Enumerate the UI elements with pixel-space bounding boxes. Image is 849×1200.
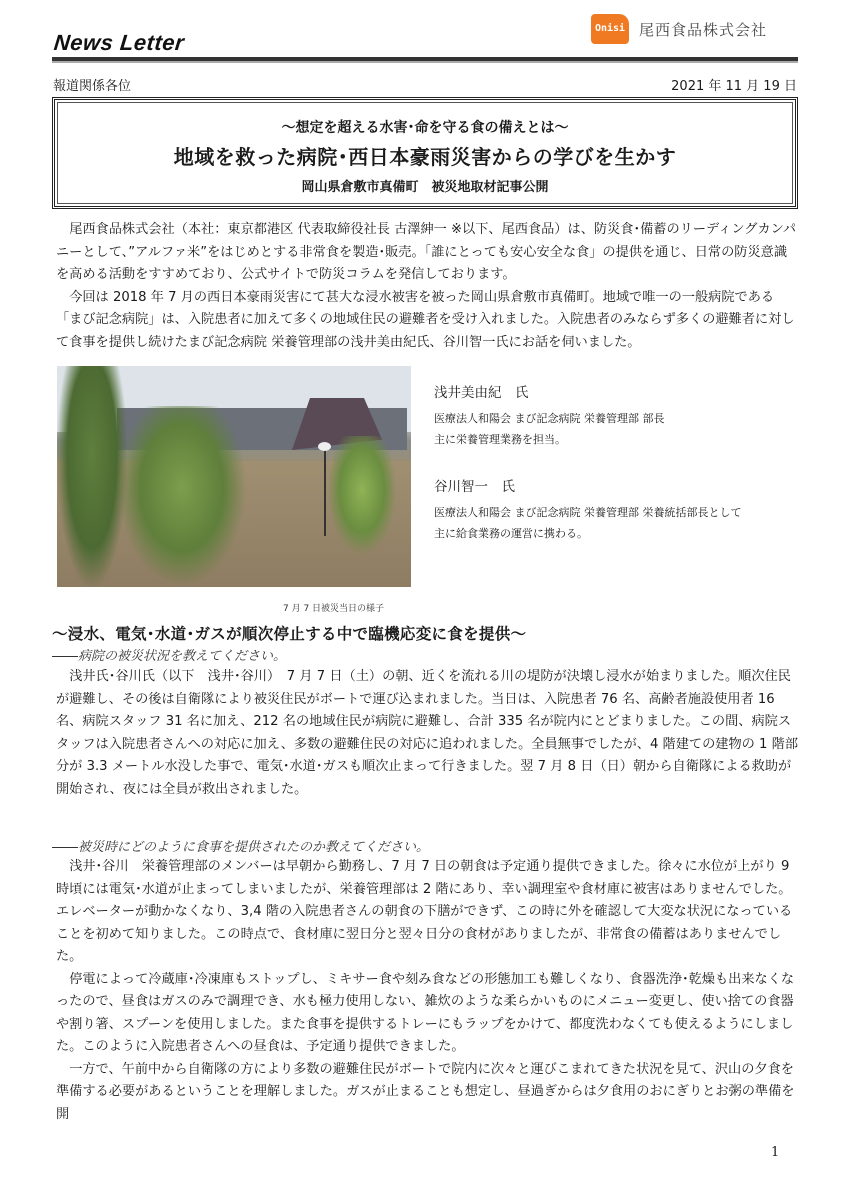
profile-role: 主に給食業務の運営に携わる。 <box>434 527 588 540</box>
interview-answer <box>56 666 800 801</box>
flood-photo <box>57 366 411 587</box>
answer-paragraph: 浅井･谷川 栄養管理部のメンバーは早朝から勤務し、7 月 7 日の朝食は予定通り提供できました。徐々に水位が上がり 9 時頃には電気･水道が止まってしまいましたが、栄養管理部は 2 階にあり、幸い調理室や食材庫に被害はありませんでした。エレベーターが動かなくなり、3,4 階の入院患者さんの朝食の下膳ができず、この時に外を確認して大変な状況になっていることを初めて知りました。この時点で、食材庫に翌日分と翌々日分の食材がありましたが、非常食の備蓄はありませんでした。 <box>56 859 793 964</box>
interview-question: ――病院の被災状況を教えてください。 <box>52 649 287 664</box>
profile-tanigawa <box>434 477 742 544</box>
profile-name: 谷川智一 氏 <box>434 479 515 495</box>
profile-affiliation: 医療法人和陽会 まび記念病院 栄養管理部 部長 <box>434 412 665 425</box>
photo-tree <box>117 406 247 587</box>
profile-asai <box>434 383 665 450</box>
intro-paragraph: 尾西食品株式会社（本社：東京都港区 代表取締役社長 古澤紳一 ※以下、尾西食品）は、防災食･備蓄のリーディングカンパニーとして、”アルファ米”をはじめとする非常食を製造･販売。「誰にとっても安心安全な食」の提供を通じ、日常の防災意識を高める活動をすすめており、公式サイトで防災コラムを発信しております。 <box>56 222 797 282</box>
company-logo-icon: Onisi <box>591 14 629 44</box>
intro-paragraph: 今回は 2018 年 7 月の西日本豪雨災害にて甚大な浸水被害を被った岡山県倉敷市真備町。地域で唯一の一般病院である「まび記念病院」は、入院患者に加えて多くの地域住民の避難者を受け入れました。入院患者のみならず多くの避難者に対して食事を提供し続けたまび記念病院 栄養管理部の浅井美由紀氏、谷川智一氏にお話を伺いました。 <box>56 289 795 350</box>
profile-name: 浅井美由紀 氏 <box>434 385 529 401</box>
company-name: 尾西食品株式会社 <box>639 21 768 39</box>
release-date: 2021 年 11 月 19 日 <box>671 79 797 94</box>
photo-caption: 7 月 7 日被災当日の様子 <box>283 604 385 614</box>
interview-question: ――被災時にどのように食事を提供されたのか教えてください。 <box>52 840 430 855</box>
page-number: 1 <box>771 1145 780 1160</box>
photo-lamp-post <box>324 446 326 536</box>
answer-paragraph: 停電によって冷蔵庫･冷凍庫もストップし、ミキサー食や刻み食などの形態加工も難しくなり、食器洗浄･乾燥も出来なくなったので、昼食はガスのみで調理でき、水も極力使用しない、雑炊のような柔らかいものにメニュー変更し、使い捨ての食器や割り箸、スプーンを使用しました。また食事を提供するトレーにもラップをかけて、都度洗わなくても使えるようにしました。このように入院患者さんへの昼食は、予定通り提供できました。 <box>56 971 795 1054</box>
answer-paragraph: 一方で、午前中から自衛隊の方により多数の避難住民がボートで院内に次々と運びこまれてきた状況を見て、沢山の夕食を準備する必要があるということを理解しました。ガスが止まることも想定し、昼過ぎからは夕食用のおにぎりとお粥の準備を開 <box>56 1061 795 1122</box>
photo-lamp-head <box>318 442 331 451</box>
photo-tree <box>327 436 397 556</box>
intro-section <box>56 219 800 354</box>
newsletter-title: News Letter <box>52 30 186 55</box>
newsletter-header <box>52 12 798 58</box>
page-title: 地域を救った病院･西日本豪雨災害からの学びを生かす <box>173 145 677 169</box>
title-box <box>52 97 798 209</box>
profile-role: 主に栄養管理業務を担当。 <box>434 433 566 446</box>
profile-affiliation: 医療法人和陽会 まび記念病院 栄養管理部 栄養統括部長として <box>434 506 742 519</box>
header-divider-shadow <box>52 61 798 63</box>
section-heading: ～浸水、電気･水道･ガスが順次停止する中で臨機応変に食を提供～ <box>52 625 527 643</box>
title-subtitle: ～想定を超える水害･命を守る食の備えとは～ <box>281 120 569 136</box>
interview-answer <box>56 856 800 1126</box>
title-location: 岡山県倉敷市真備町 被災地取材記事公開 <box>301 180 549 195</box>
recipient-line: 報道関係各位 <box>53 79 132 94</box>
answer-paragraph: 浅井氏･谷川氏（以下 浅井･谷川） 7 月 7 日（土）の朝、近くを流れる川の堤防が決壊し浸水が始まりました。順次住民が避難し、その後は自衛隊により被災住民がボートで運び込まれました。当日は、入院患者 76 名、高齢者施設使用者 16 名、病院スタッフ 31 名に加え、212 名の地域住民が病院に避難し、合計 335 名が院内にとどまりました。この間、病院スタッフは入院患者さんへの対応に加え、多数の避難住民の対応に追われました。全員無事でしたが、4 階建ての建物の 1 階部分が 3.3 メートル水没した事で、電気･水道･ガスも順次止まって行きました。翌 7 月 8 日（日）朝から自衛隊による救助が開始され、夜には全員が救出されました。 <box>56 669 799 797</box>
